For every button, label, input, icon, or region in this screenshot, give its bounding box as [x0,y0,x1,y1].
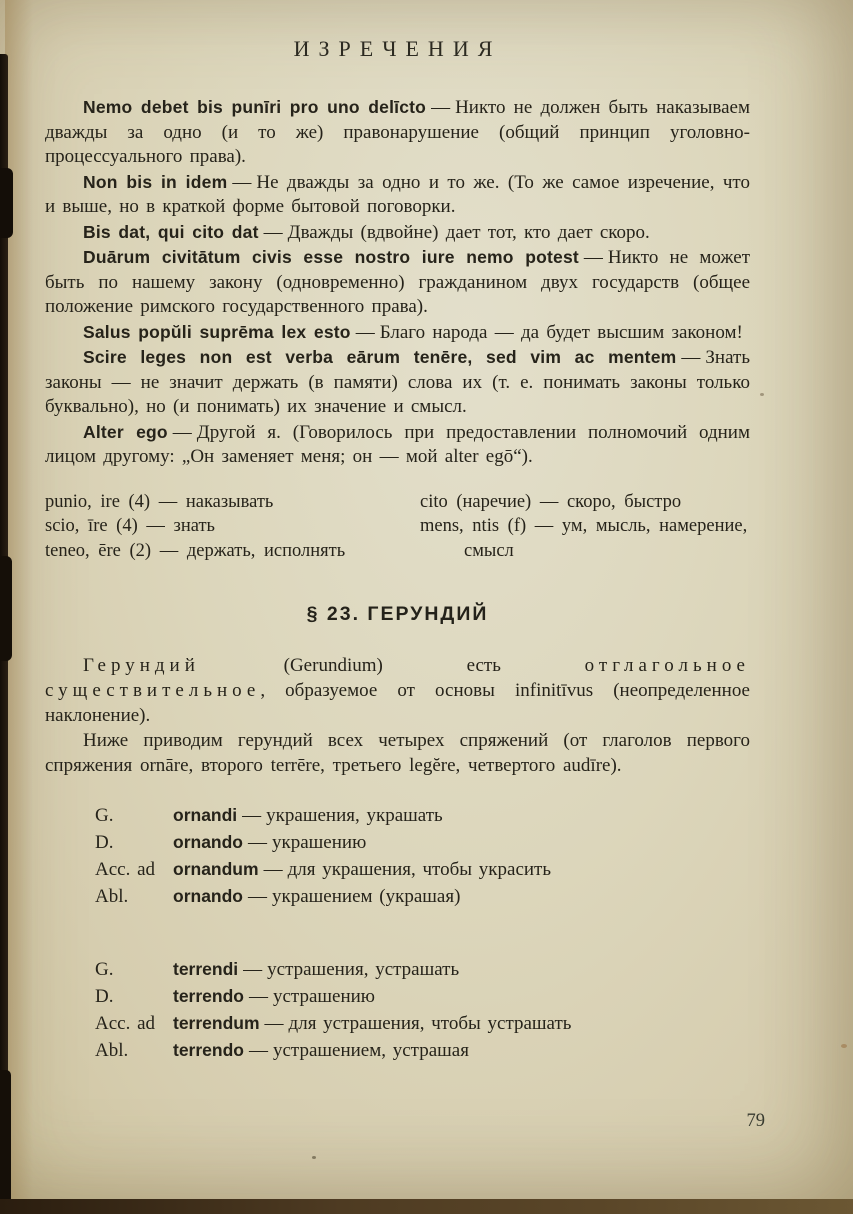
dash: — [355,321,375,343]
page-title: ИЗРЕЧЕНИЯ [293,36,502,61]
vocabulary-block [45,490,750,564]
paradigm-row [95,956,750,983]
saying-paragraph [45,245,750,320]
intro-paragraph [45,653,750,728]
intro-text: , образуемое от основы infinitīvus (неопределенное наклонение). [45,680,750,726]
saying-paragraph [45,170,750,220]
translation: украшения, украшать [266,805,443,826]
latin-form: ornandum [173,859,259,879]
dash: — [232,171,252,193]
paradigm-row [95,883,750,910]
paradigm-row [95,1010,750,1037]
translation: украшению [272,832,367,853]
dash: — [248,832,267,853]
latin-phrase: Bis dat, qui cito dat [83,221,259,242]
latin-form: terrendo [173,1040,244,1060]
latin-phrase: Nemo debet bis punīri pro uno delīcto [83,97,427,117]
latin-form: ornando [173,832,243,852]
vocab-item: punio, ire (4) — наказывать [45,491,274,512]
dash: — [583,247,603,268]
saying-paragraph [45,345,750,420]
case-label: G. [95,959,114,980]
russian-translation: Никто не может быть по нашему закону (одновременно) гражданином двух государств (общее положение римского государственного права). [45,247,750,317]
russian-translation: Другой я. (Говорилось при предоставлении полномочий одним лицом другому: „Он заменяет меня; он — мой alter egō“). [45,421,750,467]
latin-phrase: Salus popŭli suprēma lex esto [83,321,351,342]
emphasized-term: отглагольное существительное [45,655,750,701]
translation: для устрашения, чтобы устрашать [288,1013,572,1034]
case-label: D. [95,832,114,853]
vocabulary-left-column [45,490,375,564]
dash: — [248,986,268,1007]
dash: — [172,421,192,443]
case-label: G. [95,805,114,826]
paper-speck [841,1044,847,1048]
dash: — [248,886,267,907]
dash: — [243,959,263,980]
translation: устрашением, устрашая [272,1040,469,1061]
latin-phrase: Duārum civitātum civis esse nostro iure nemo potest [83,247,579,267]
latin-phrase: Non bis in idem [83,171,228,192]
gerund-paradigm-ornare [95,802,750,910]
case-label: Acc. ad [95,1013,156,1034]
vocab-item: mens, ntis (f) — ум, мысль, намерение, смысл [420,516,748,561]
paper-speck [760,393,764,396]
latin-form: terrendum [173,1013,260,1033]
dash: — [681,347,701,368]
russian-translation: Благо народа — да будет высшим законом! [379,321,743,343]
case-label: D. [95,986,114,1007]
paradigm-row [95,856,750,883]
latin-phrase: Scire leges non est verba eārum tenēre, sed vim ac mentem [83,347,677,367]
latin-phrase: Alter ego [83,421,168,442]
page-number: 79 [746,1111,765,1131]
vocab-item: cito (наречие) — скоро, быстро [420,491,682,512]
binding-edge-blob [0,168,13,238]
dash: — [263,221,283,243]
russian-translation: Не дважды за одно и то же. (То же самое изречение, что и выше, но в краткой форме бытовой поговорки. [45,171,750,217]
paradigm-row [95,802,750,829]
case-label: Abl. [95,886,129,907]
page-bottom-edge [0,1199,853,1214]
case-label: Abl. [95,1040,129,1061]
binding-edge-blob [0,556,12,661]
saying-paragraph [45,420,750,470]
emphasized-term: Герундий [83,655,200,676]
intro-text: Ниже приводим герундий всех четырех спряжений (от глаголов первого спряжения ornāre, второго terrēre, третьего legĕre, четвертого audīre). [45,730,750,776]
vocabulary-right-column [420,490,750,564]
latin-form: terrendi [173,959,239,979]
latin-form: ornandi [173,805,238,825]
dash: — [242,805,262,826]
russian-translation: Дважды (вдвойне) дает тот, кто дает скоро. [287,221,650,243]
translation: украшением (украшая) [272,886,461,907]
intro-text: (Gerundium) есть [199,655,585,676]
paper-speck [312,1156,316,1159]
paradigm-row [95,1037,750,1064]
case-label: Acc. ad [95,859,156,880]
vocab-item: scio, īre (4) — знать [45,516,215,536]
saying-paragraph [45,320,750,346]
paradigm-row [95,983,750,1010]
saying-paragraph [45,220,750,246]
page-content [45,0,750,1064]
dash: — [431,97,451,118]
gerund-paradigm-terrere [95,956,750,1064]
translation: устрашения, устрашать [267,959,460,980]
russian-translation: Знать законы — не значит держать (в памяти) слова их (т. е. понимать законы только буквально), но (и понимать) их значение и смысл. [45,347,750,417]
binding-edge-blob [0,1070,11,1200]
latin-form: ornando [173,886,243,906]
dash: — [248,1040,268,1061]
paradigm-row [95,829,750,856]
intro-paragraph [45,728,750,778]
translation: для украшения, чтобы украсить [287,859,552,880]
vocab-item: teneo, ēre (2) — держать, исполнять [45,540,346,561]
dash: — [263,859,283,880]
latin-form: terrendo [173,986,244,1006]
saying-paragraph [45,95,750,170]
dash: — [264,1013,284,1034]
russian-translation: Никто не должен быть наказываем дважды за одно (и то же) правонарушение (общий принцип уголовно-процессуального права). [45,97,750,167]
translation: устрашению [272,986,375,1007]
section-heading: § 23. ГЕРУНДИЙ [306,603,489,625]
